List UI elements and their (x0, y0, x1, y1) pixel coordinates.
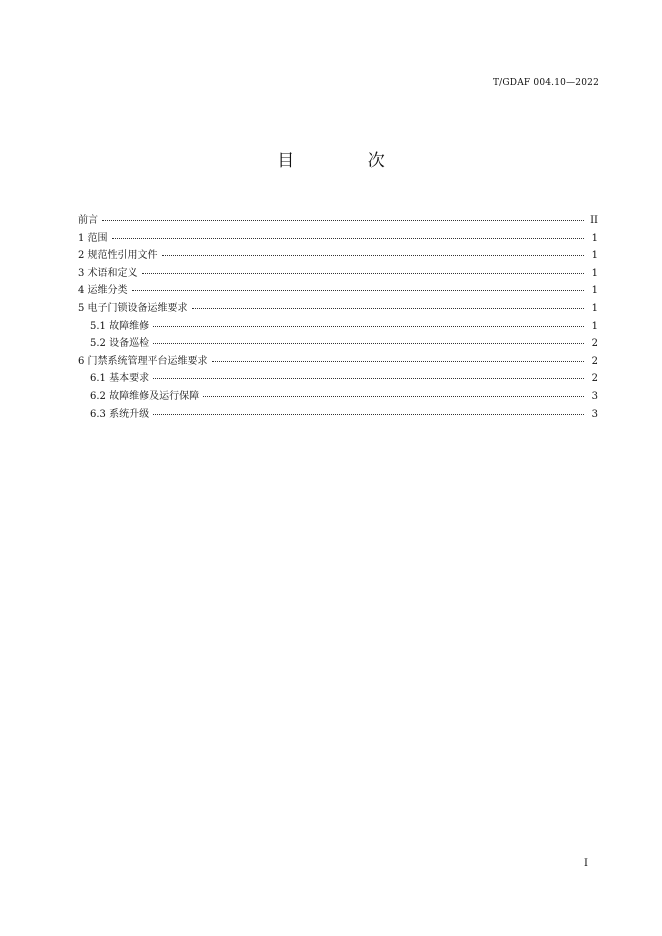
toc-entry-page: 2 (591, 373, 598, 385)
toc-entry-foreword[interactable] (78, 212, 598, 230)
toc-entry-fault-repair-operation[interactable] (78, 388, 598, 406)
toc-entry-page: 1 (591, 267, 598, 279)
toc-entry-label: 5 电子门锁设备运维要求 (78, 302, 188, 314)
document-code: T/GDAF 004.10—2022 (492, 78, 599, 88)
dot-leader (153, 325, 584, 327)
toc-entry-scope[interactable] (78, 230, 598, 248)
toc-entry-system-upgrade[interactable] (78, 406, 598, 424)
toc-entry-terms-definitions[interactable] (78, 265, 598, 283)
toc-list (78, 212, 598, 423)
toc-entry-label: 3 术语和定义 (78, 267, 138, 279)
dot-leader (192, 307, 584, 309)
toc-entry-label: 6.1 基本要求 (90, 373, 150, 385)
dot-leader (153, 342, 584, 344)
toc-entry-page: 1 (591, 285, 598, 297)
toc-entry-platform-requirements[interactable] (78, 353, 598, 371)
dot-leader (153, 413, 584, 415)
toc-entry-label: 前言 (78, 215, 98, 226)
toc-entry-fault-repair[interactable] (78, 318, 598, 336)
toc-entry-page: 2 (591, 355, 598, 367)
toc-entry-lock-device-requirements[interactable] (78, 300, 598, 318)
dot-leader (212, 360, 584, 362)
toc-entry-page: 2 (591, 338, 598, 350)
toc-entry-normative-references[interactable] (78, 247, 598, 265)
toc-entry-label: 1 范围 (78, 232, 108, 244)
toc-entry-page: 3 (591, 390, 598, 402)
dot-leader (203, 395, 584, 397)
toc-entry-page: 1 (591, 232, 598, 244)
dot-leader (132, 289, 584, 291)
toc-entry-page: 3 (591, 408, 598, 420)
toc-entry-label: 5.1 故障维修 (90, 320, 150, 332)
toc-entry-page: 1 (591, 320, 598, 332)
toc-entry-label: 4 运维分类 (78, 285, 128, 297)
toc-entry-page: 1 (591, 302, 598, 314)
toc-entry-page: II (590, 215, 598, 226)
dot-leader (142, 272, 584, 274)
dot-leader (102, 219, 584, 221)
toc-entry-maintenance-classification[interactable] (78, 282, 598, 300)
toc-title: 目 次 (277, 151, 419, 171)
toc-entry-page: 1 (591, 250, 598, 262)
dot-leader (162, 254, 584, 256)
dot-leader (112, 237, 584, 239)
toc-entry-label: 6.2 故障维修及运行保障 (90, 390, 200, 402)
dot-leader (153, 377, 584, 379)
toc-entry-label: 6 门禁系统管理平台运维要求 (78, 355, 208, 367)
page-number: I (584, 858, 588, 869)
toc-entry-basic-requirements[interactable] (78, 370, 598, 388)
toc-entry-device-inspection[interactable] (78, 335, 598, 353)
toc-entry-label: 2 规范性引用文件 (78, 250, 158, 262)
toc-entry-label: 5.2 设备巡检 (90, 338, 150, 350)
toc-entry-label: 6.3 系统升级 (90, 408, 150, 420)
